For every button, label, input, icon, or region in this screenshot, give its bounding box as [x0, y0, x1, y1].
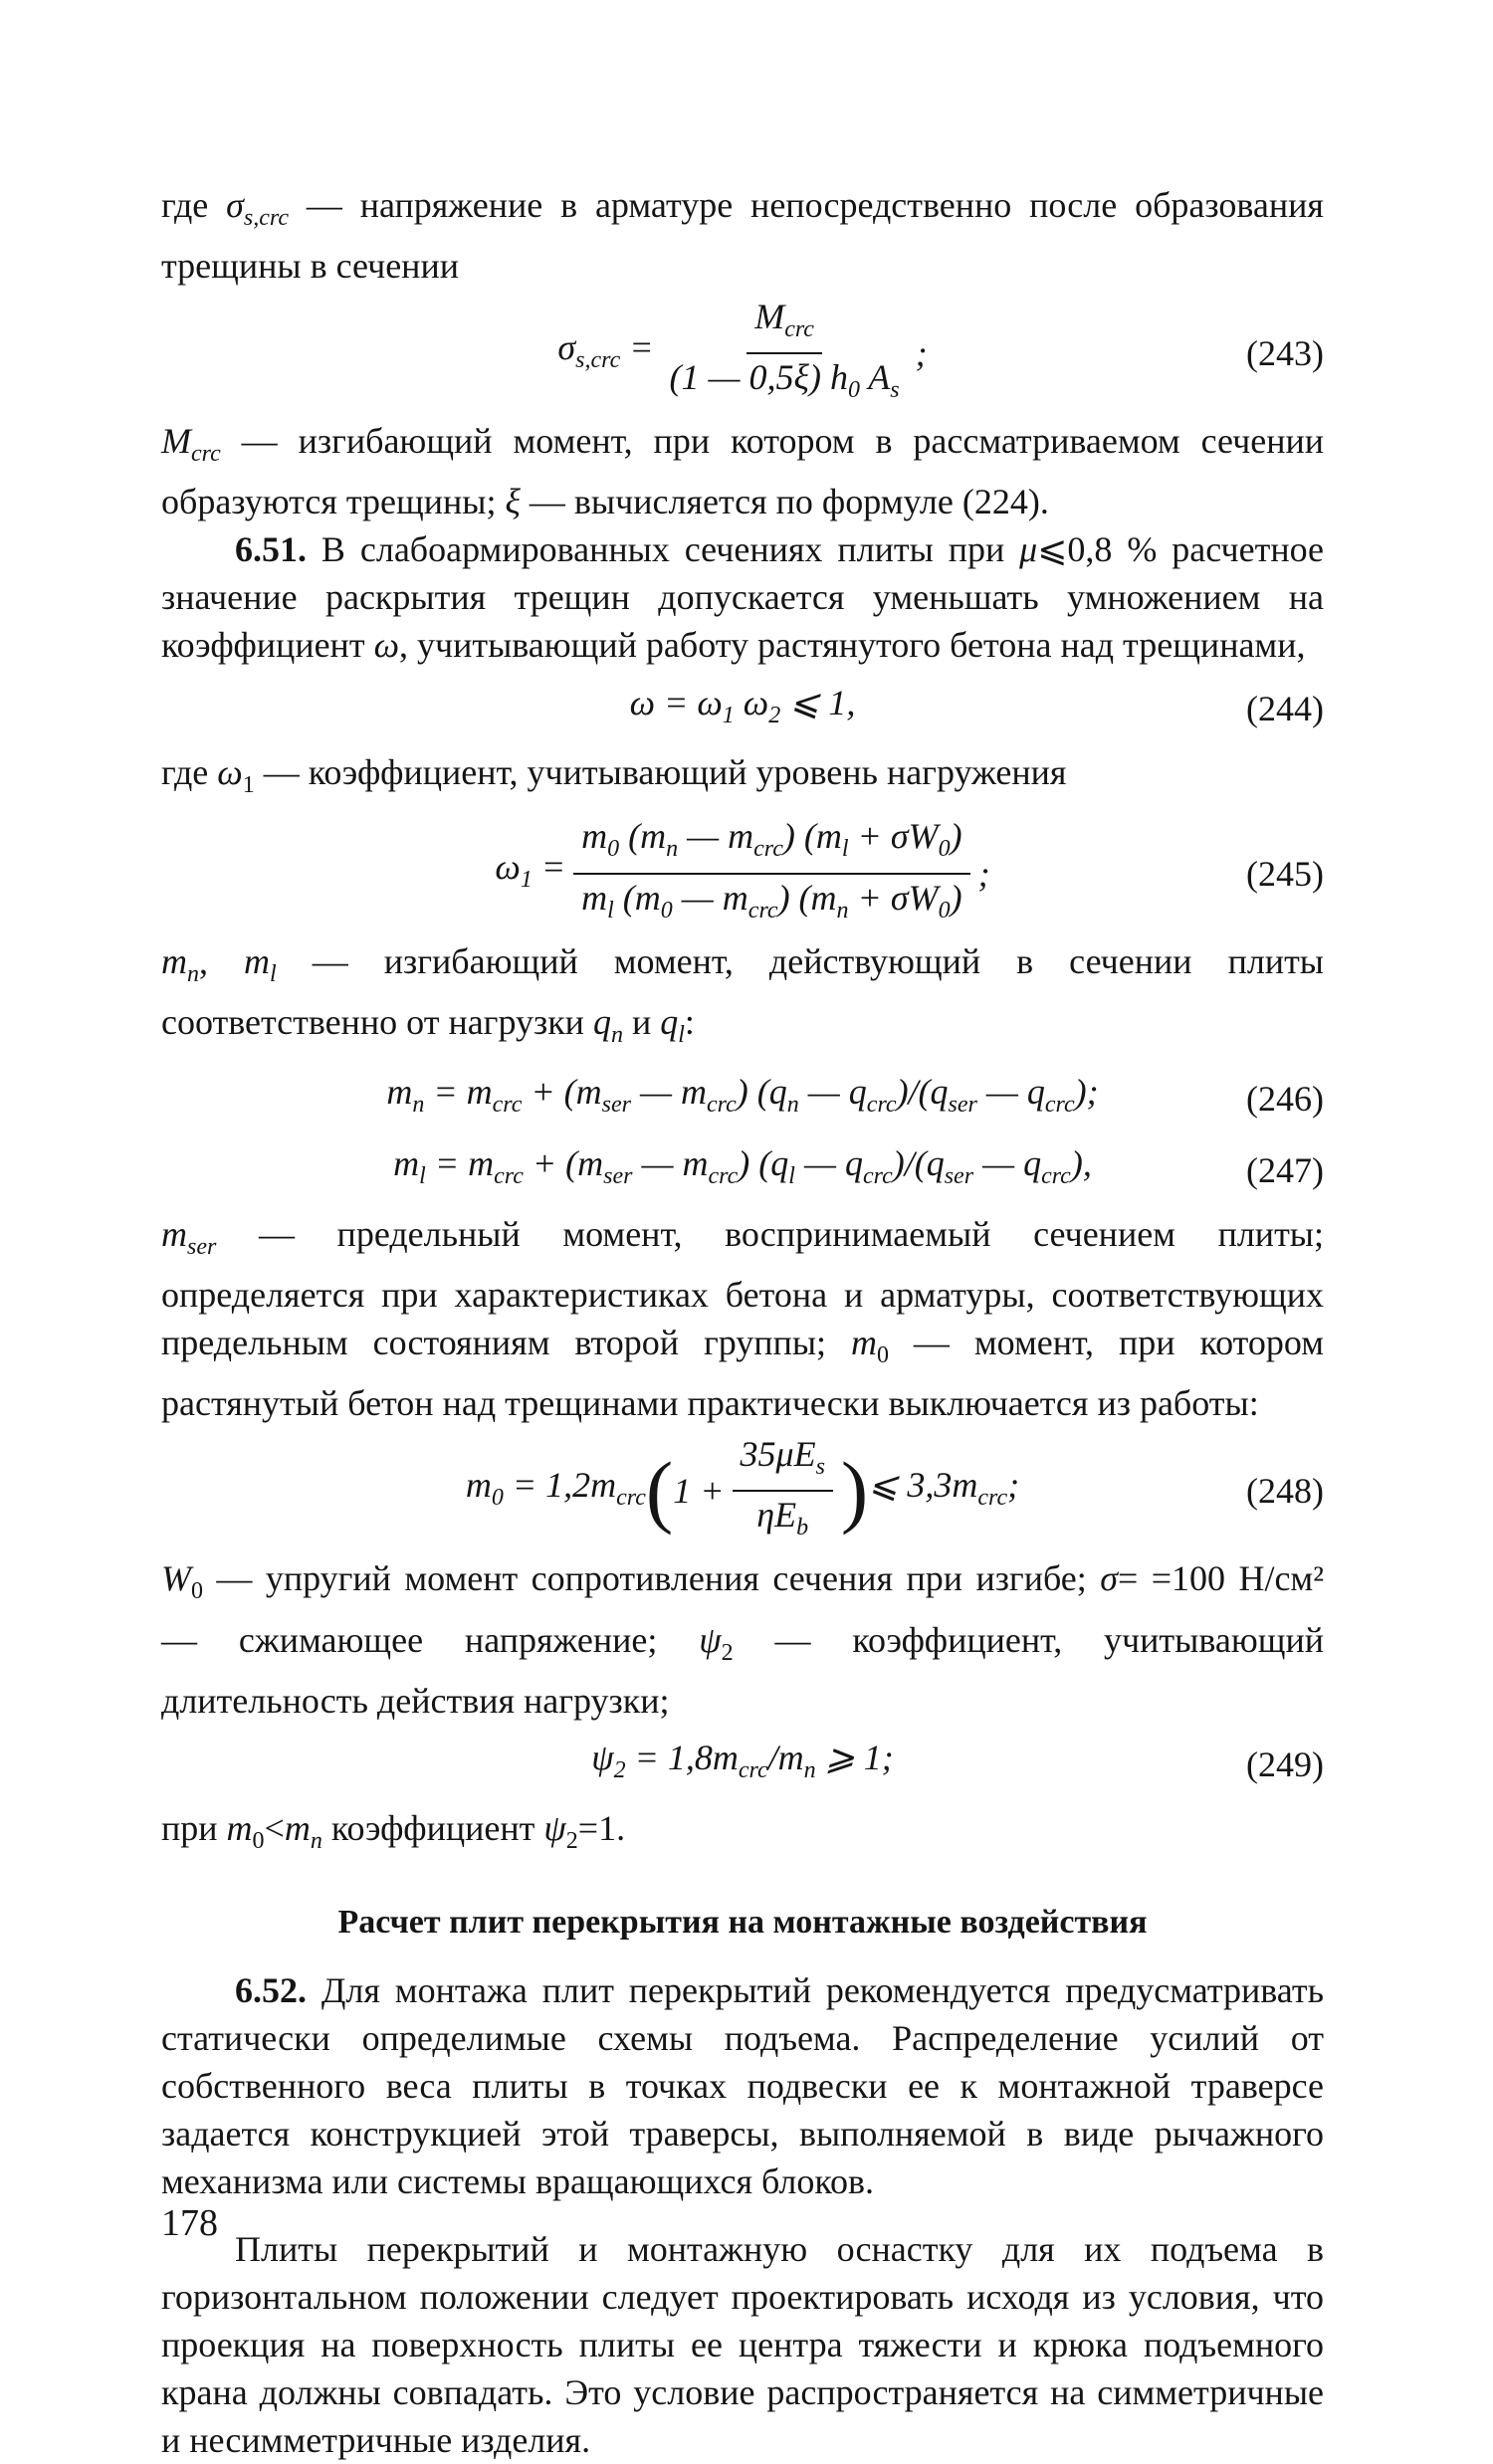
equation-247: $m_l = m_{crc} + (m_{ser}$ — $m_{crc}$) ($q_l$ — $q_{crc})/(q_{ser}$ — $q_{crc}$), (247): [161, 1138, 1324, 1202]
eq-number-243: (243): [1246, 333, 1324, 374]
paragraph-after-243: $M_{crc}$ — изгибающий момент, при котором в рассматриваемом сечении образуются трещины; ξ — вычисляется по формуле (224).: [161, 421, 1324, 522]
where-245: где $\omega_1$ — коэффициент, учитывающий уровень нагружения: [161, 752, 1067, 799]
section-heading: Расчет плит перекрытия на монтажные воздействия: [337, 1903, 1148, 1941]
page-number: 178: [161, 2202, 218, 2244]
eq-number-244: (244): [1246, 689, 1324, 729]
paragraph-after-247: $m_{ser}$ — предельный момент, воспринимаемый сечением плиты; определяется при характеристиках бетона и арматуры, соответствующих предельным состояниям второй группы; $m_0$ — момент, при котором растянутый бетон над трещинами практически выключается из работы:: [161, 1213, 1324, 1424]
paragraph-6-52: 6.52. Для монтажа плит перекрытий рекомендуется предусматривать статически определимые схемы подъема. Распределение усилий от собственного веса плиты в точках подвески ее к монтажной траверсе задается конструкцией этой траверсы, выполняемой в виде рычажного механизма или системы вращающихся блоков.: [161, 1969, 1324, 2201]
eq-number-246: (246): [1246, 1078, 1324, 1119]
equation-245: $\omega_1$ = $\frac{m_0 (m_n — m_{crc}) (m_l + \sigma W_0)}{m_l (m_0 — m_{crc}) (m_n + \sigma W_0)}$ ; (245): [495, 816, 1324, 924]
eq-number-247: (247): [1246, 1149, 1324, 1190]
paragraph-after-248: $W_0$ — упругий момент сопротивления сечения при изгибе; σ= =100 Н/см² — сжимающее напряжение; $\psi_2$ — коэффициент, учитывающий длительность действия нагрузки;: [161, 1558, 1324, 1721]
eq-number-248: (248): [1246, 1471, 1324, 1512]
paragraph-6-51: 6.51. В слабоармированных сечениях плиты при μ⩽0,8 % расчетное значение раскрытия трещин допускается уменьшать умножением на коэффициент ω, учитывающий работу растянутого бетона над трещинами,: [161, 529, 1325, 666]
equation-249: $\psi_2 = 1,8m_{crc}/m_n$ ⩾ 1; (249): [161, 1733, 1324, 1796]
paragraph-after-245: $m_n$, $m_l$ — изгибающий момент, действующий в сечении плиты соответственно от нагрузки $q_n$ и $q_l$:: [161, 940, 1324, 1048]
intro-paragraph: где $\sigma_{s,crc}$ — напряжение в арматуре непосредственно после образования трещины в сечении: [161, 185, 1324, 287]
text-column: [161, 181, 1324, 2464]
eq-number-245: (245): [1246, 853, 1324, 894]
equation-244: $\omega = \omega_1$ $\omega_2$ ⩽ 1, (244): [161, 677, 1324, 740]
paragraph-last: Плиты перекрытий и монтажную оснастку для их подъема в горизонтальном положении следует проектировать исходя из условия, что проекция на поверхность плиты ее центра тяжести и крюка подъемного крана должны совпадать. Это условие распространяется на симметричные и несимметричные изделия.: [161, 2228, 1324, 2460]
equation-243: $\sigma_{s,crc}$ = $\frac{M_{crc}}{(1 — 0,5\xi) h_0 A_s}$ ; (243): [557, 297, 1324, 404]
equation-246: $m_n = m_{crc} + (m_{ser}$ — $m_{crc}$) ($q_n$ — $q_{crc})/(q_{ser}$ — $q_{crc}$); (246): [161, 1067, 1324, 1130]
equation-248: $m_0 = 1,2m_{crc}$ ( 1 + $\frac{35\mu E_s}{\eta E_b}$ ) ⩽ $3,3m_{crc}$; (248): [465, 1434, 1324, 1541]
paragraph-after-249: при $m_0<m_n$ коэффициент $\psi_2=1$.: [161, 1807, 626, 1854]
eq-number-249: (249): [1246, 1744, 1324, 1784]
